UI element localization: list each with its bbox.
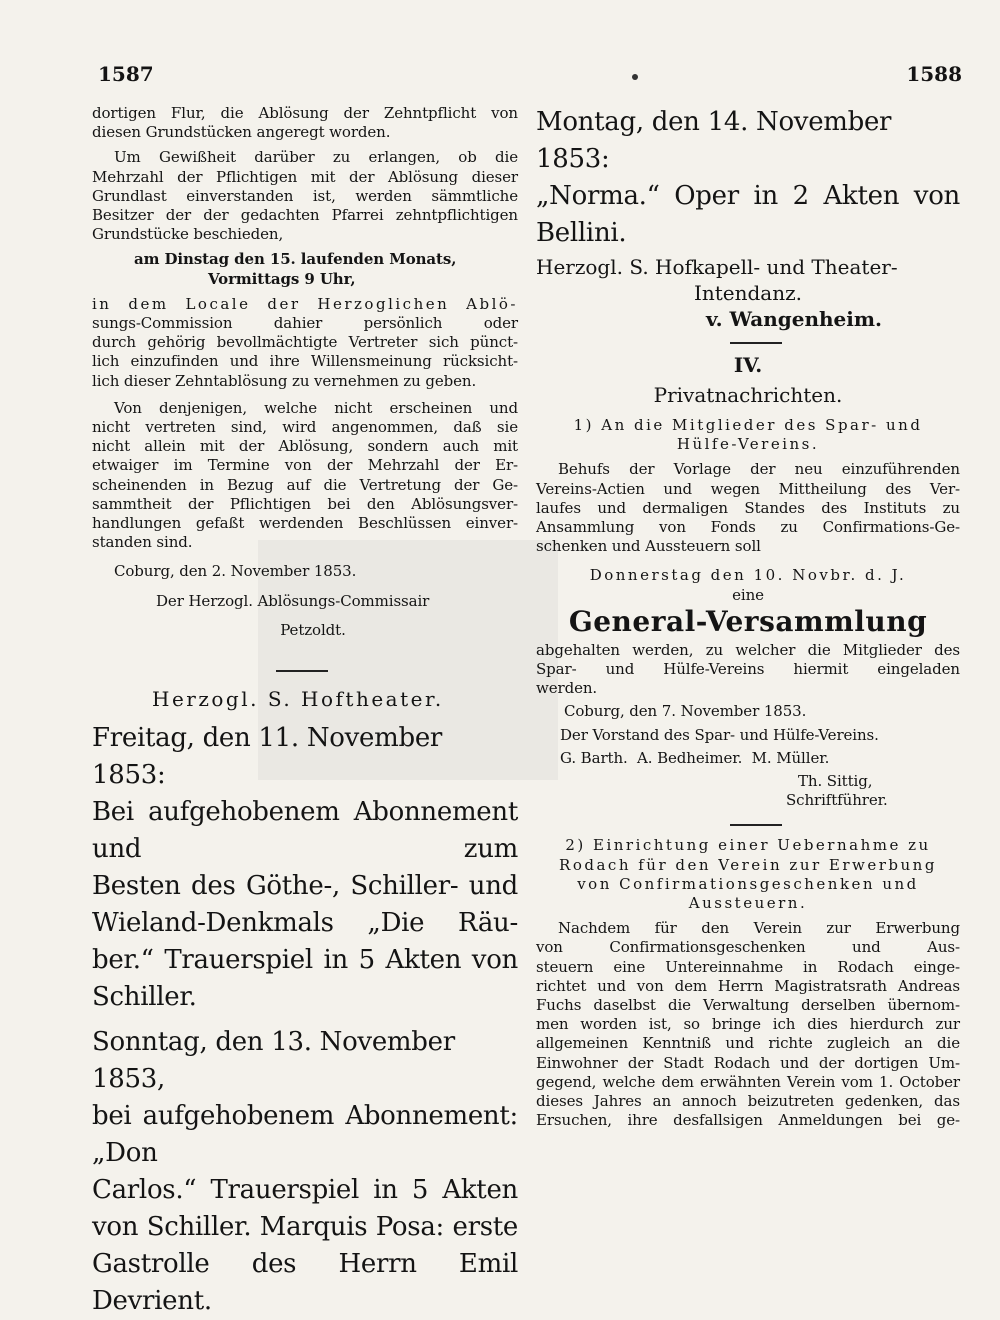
text-line: schenken und Aussteuern soll xyxy=(536,537,761,556)
text-line: Einwohner der Stadt Rodach und der dortigen Um- xyxy=(536,1053,960,1072)
text-line: Bellini. xyxy=(536,218,627,248)
text-line: von Confirmationsgeschenken und Aus- xyxy=(536,938,960,957)
signature-block xyxy=(92,592,518,640)
friday-heading: Freitag, den 11. November 1853: xyxy=(92,723,443,791)
text-line: durch gehörig bevollmächtigte Vertreter sich pünct- xyxy=(92,333,518,352)
text-line: Bei aufgehobenem Abonnement und zum xyxy=(92,797,518,865)
paragraph-locale xyxy=(92,295,518,391)
text-line: 2) Einrichtung einer Uebernahme zu xyxy=(565,836,931,855)
text-line: sammtheit der Pflichtigen bei den Ablösungsver- xyxy=(92,494,518,513)
intendanz-subtitle: Intendanz. xyxy=(693,281,803,305)
text-line: laufes und dermaligen Standes des Instituts zu xyxy=(536,498,960,517)
separator-rule xyxy=(276,670,328,672)
text-line: am Dinstag den 15. laufenden Monats, xyxy=(134,250,457,269)
text-line: Fuchs daselbst die Verwaltung derselben übernom- xyxy=(536,996,960,1015)
monday-program xyxy=(536,178,960,252)
text-line: in dem Locale der Herzoglichen Ablö- xyxy=(92,294,518,313)
notice1-date: Donnerstag den 10. Novbr. d. J. xyxy=(589,566,907,585)
notice2-text xyxy=(536,919,960,1130)
section-title-privatnachrichten: Privatnachrichten. xyxy=(653,383,843,407)
appointment-date xyxy=(92,250,518,288)
place-date: Coburg, den 2. November 1853. xyxy=(114,562,357,581)
text-line: Aussteuern. xyxy=(688,894,808,913)
text-line: 1) An die Mitglieder des Spar- und xyxy=(573,416,923,434)
section-heading-hoftheater: Herzogl. S. Hoftheater. xyxy=(152,687,444,712)
notice1-text xyxy=(536,460,960,556)
text-line: dortigen Flur, die Ablösung der Zehntpflicht von xyxy=(92,104,518,122)
text-line: Von denjenigen, welche nicht erscheinen und xyxy=(114,398,518,417)
text-line: Grundlast einverstanden ist, werden sämmtliche xyxy=(92,186,518,205)
notice1-title xyxy=(536,416,960,454)
signature-name: Petzoldt. xyxy=(280,620,346,639)
text-line: allgemeinen Kenntniß und richte zugleich an die xyxy=(536,1034,960,1053)
text-line: Besten des Göthe-, Schiller- und xyxy=(92,871,518,902)
friday-program xyxy=(92,794,518,1016)
notice1-text2 xyxy=(536,641,960,699)
left-column xyxy=(92,104,518,1320)
printer-dot xyxy=(632,74,638,80)
signature-title: Der Herzogl. Ablösungs-Commissair xyxy=(156,591,430,610)
text-line: Mehrzahl der Pflichtigen mit der Ablösung dieser xyxy=(92,167,518,186)
text-line: Grundstücke beschieden, xyxy=(92,225,284,244)
sunday-program xyxy=(92,1098,518,1320)
text-line: Schiller. xyxy=(92,982,197,1013)
text-line: men worden ist, so bringe ich dies hierdurch zur xyxy=(536,1015,960,1034)
text-line: von Schiller. Marquis Posa: erste xyxy=(92,1212,518,1243)
text-line: Spar- und Hülfe-Vereins hiermit eingeladen xyxy=(536,660,960,679)
paragraph-gewissheit xyxy=(92,148,518,244)
text-line: Um Gewißheit darüber zu erlangen, ob die xyxy=(114,148,518,167)
sunday-heading: Sonntag, den 13. November 1853, xyxy=(92,1027,455,1095)
text-line: Rodach für den Verein zur Erwerbung xyxy=(559,855,937,874)
text-line: „Norma.“ Oper in 2 Akten von xyxy=(536,181,960,211)
text-line: diesen Grundstücken angeregt worden. xyxy=(92,123,391,142)
text-line: Behufs der Vorlage der neu einzuführenden xyxy=(558,460,960,479)
text-line: werden. xyxy=(536,679,598,698)
text-line: etwaiger im Termine von der Mehrzahl der Er- xyxy=(92,456,518,475)
text-line: nicht allein mit der Ablösung, sondern auch mit xyxy=(92,437,518,456)
separator-rule xyxy=(730,342,782,344)
right-column xyxy=(536,104,960,1131)
text-line: standen sind. xyxy=(92,533,193,552)
text-line: lich dieser Zehntablösung zu vernehmen zu geben. xyxy=(92,371,477,390)
text-line: von Confirmationsgeschenken und xyxy=(577,874,919,893)
intendanz-title: Herzogl. S. Hofkapell- und Theater- xyxy=(536,255,898,279)
text-line: Ansammlung von Fonds zu Confirmations-Ge- xyxy=(536,518,960,537)
paragraph-denjenigen xyxy=(92,399,518,553)
section-number: IV. xyxy=(733,353,763,377)
intendanz-name: v. Wangenheim. xyxy=(706,307,882,331)
notice1-secretary-name: Th. Sittig, xyxy=(798,772,873,791)
paragraph-flur xyxy=(92,104,518,142)
text-line: bei aufgehobenem Abonnement: „Don xyxy=(92,1101,518,1169)
text-line: handlungen gefaßt werdenden Beschlüssen einver- xyxy=(92,514,518,533)
text-line: nicht vertreten sind, wird angenommen, daß sie xyxy=(92,418,518,437)
page-number-right: 1588 xyxy=(906,62,962,86)
text-line: abgehalten werden, zu welcher die Mitglieder des xyxy=(536,640,960,659)
text-line: Nachdem für den Verein zur Erwerbung xyxy=(558,919,960,938)
text-line: Wieland-Denkmals „Die Räu- xyxy=(92,908,518,939)
text-line: Ersuchen, ihre desfallsigen Anmeldungen bei ge- xyxy=(536,1111,960,1130)
notice1-eine: eine xyxy=(732,585,764,604)
text-line: Carlos.“ Trauerspiel in 5 Akten xyxy=(92,1175,518,1206)
text-line: sungs-Commission dahier persönlich oder xyxy=(92,314,518,333)
notice1-board: Der Vorstand des Spar- und Hülfe-Vereins. xyxy=(560,725,879,744)
text-line: Vereins-Actien und wegen Mittheilung des Ver- xyxy=(536,479,960,498)
notice1-place-date: Coburg, den 7. November 1853. xyxy=(564,702,807,721)
text-line: Vormittags 9 Uhr, xyxy=(208,269,356,288)
text-line: steuern eine Untereinnahme in Rodach einge- xyxy=(536,957,960,976)
text-line: Besitzer der der gedachten Pfarrei zehntpflichtigen xyxy=(92,206,518,225)
monday-heading: Montag, den 14. November 1853: xyxy=(536,107,892,174)
text-line: Gastrolle des Herrn Emil Devrient. xyxy=(92,1249,518,1317)
text-line: lich einzufinden und ihre Willensmeinung rücksicht- xyxy=(92,352,518,371)
notice1-names: G. Barth. A. Bedheimer. M. Müller. xyxy=(560,748,830,767)
notice1-secretary-title: Schriftführer. xyxy=(786,791,888,810)
page-number-left: 1587 xyxy=(98,62,154,86)
text-line: scheinenden in Bezug auf die Vertretung der Ge- xyxy=(92,475,518,494)
separator-rule xyxy=(730,824,782,826)
text-line: gegend, welche dem erwähnten Verein vom 1. October xyxy=(536,1072,960,1091)
text-line: ber.“ Trauerspiel in 5 Akten von xyxy=(92,945,518,976)
notice2-title xyxy=(536,836,960,913)
text-line: Hülfe-Vereins. xyxy=(676,435,820,454)
notice1-event: General-Versammlung xyxy=(568,604,928,638)
text-line: richtet und von dem Herrn Magistratsrath Andreas xyxy=(536,976,960,995)
text-line: dieses Jahres an annoch beizutreten gedenken, das xyxy=(536,1092,960,1111)
intendanz-block xyxy=(536,254,960,332)
